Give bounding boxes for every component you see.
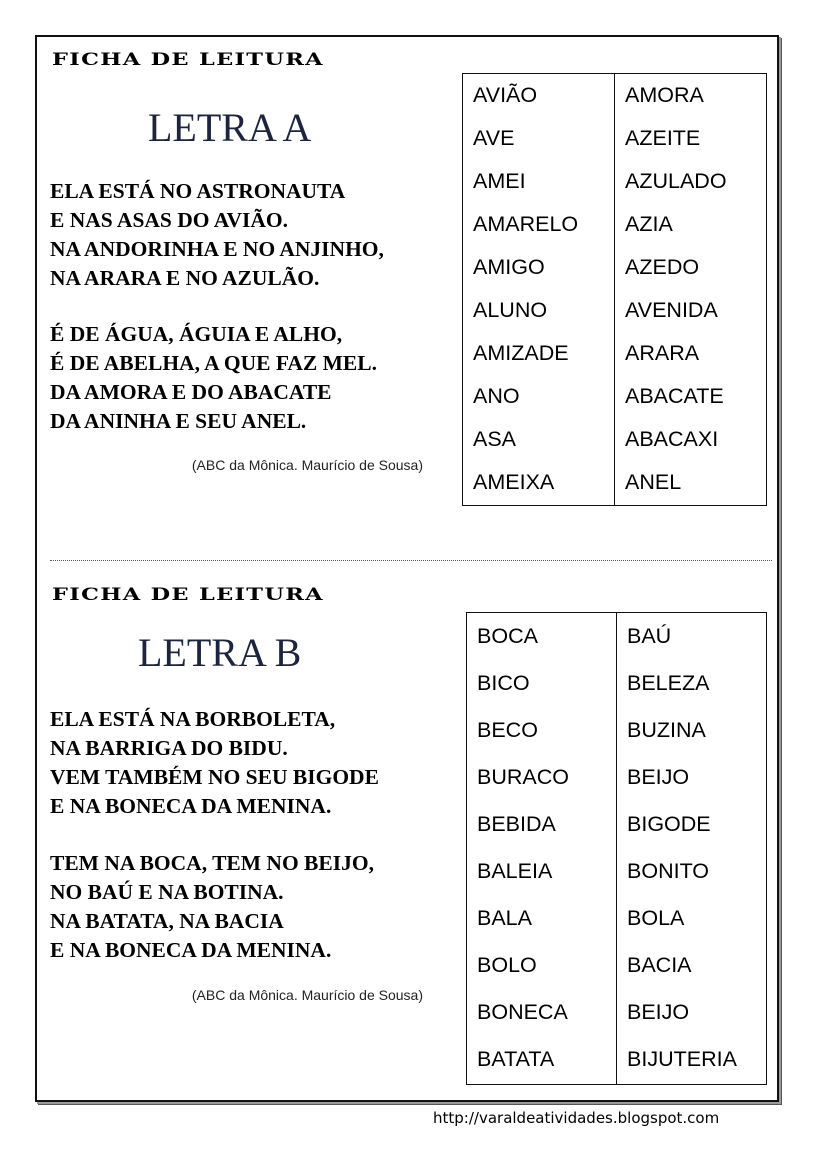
poem-line: NA BATATA, NA BACIA: [50, 909, 284, 933]
word-column-1: [467, 613, 616, 1084]
word-cell: BECO: [477, 718, 538, 742]
section-a-citation: (ABC da Mônica. Maurício de Sousa): [191, 457, 423, 473]
word-cell: BICO: [477, 671, 530, 695]
poem-line: E NA BONECA DA MENINA.: [50, 794, 332, 818]
word-cell: AZIA: [625, 212, 673, 236]
word-cell: ASA: [473, 427, 517, 451]
word-cell: BURACO: [477, 765, 569, 789]
word-cell: AMIGO: [473, 255, 545, 279]
word-column-2: [614, 74, 766, 505]
word-cell: BONITO: [627, 859, 710, 883]
word-cell: AVIÃO: [473, 83, 538, 107]
word-cell: BELEZA: [627, 671, 710, 695]
word-cell: AMORA: [625, 83, 704, 107]
word-cell: ALUNO: [473, 298, 548, 322]
section-a-stanza-2: [50, 320, 377, 436]
word-cell: AMIZADE: [473, 341, 569, 365]
poem-line: NA ARARA E NO AZULÃO.: [50, 266, 320, 290]
word-cell: BALA: [477, 906, 532, 930]
word-cell: BOCA: [477, 624, 538, 648]
poem-line: É DE ÁGUA, ÁGUIA E ALHO,: [50, 322, 343, 346]
word-cell: AZEITE: [625, 126, 701, 150]
word-cell: AMEIXA: [473, 470, 555, 494]
dotted-cut-line: [50, 560, 772, 561]
word-cell: ABACATE: [625, 384, 724, 408]
poem-line: ELA ESTÁ NA BORBOLETA,: [50, 707, 336, 731]
word-cell: AZULADO: [625, 169, 727, 193]
footer-url[interactable]: http://varaldeatividades.blogspot.com: [433, 1109, 720, 1127]
section-a-stanza-1: [50, 177, 384, 293]
section-b-letter-title: LETRA B: [138, 630, 302, 675]
poem-line: DA ANINHA E SEU ANEL.: [50, 409, 307, 433]
poem-line: NO BAÚ E NA BOTINA.: [50, 880, 284, 904]
word-cell: BEIJO: [627, 765, 690, 789]
poem-line: NA BARRIGA DO BIDU.: [50, 736, 288, 760]
word-cell: ANO: [473, 384, 520, 408]
word-cell: ABACAXI: [625, 427, 719, 451]
poem-line: TEM NA BOCA, TEM NO BEIJO,: [50, 851, 374, 875]
section-b-heading: FICHA DE LEITURA: [52, 585, 324, 605]
word-cell: ARARA: [625, 341, 700, 365]
word-cell: AVENIDA: [625, 298, 718, 322]
poem-line: DA AMORA E DO ABACATE: [50, 380, 332, 404]
word-cell: BUZINA: [627, 718, 706, 742]
word-cell: BALEIA: [477, 859, 553, 883]
word-cell: BOLA: [627, 906, 685, 930]
section-b-stanza-1: [50, 705, 379, 821]
word-cell: AMARELO: [473, 212, 579, 236]
poem-line: É DE ABELHA, A QUE FAZ MEL.: [50, 351, 377, 375]
poem-line: VEM TAMBÉM NO SEU BIGODE: [50, 765, 379, 789]
word-cell: BEIJO: [627, 1000, 690, 1024]
word-cell: AZEDO: [625, 255, 700, 279]
word-cell: BACIA: [627, 953, 692, 977]
word-cell: BATATA: [477, 1047, 555, 1071]
word-cell: AMEI: [473, 169, 526, 193]
word-cell: BOLO: [477, 953, 537, 977]
word-cell: BIJUTERIA: [627, 1047, 737, 1071]
section-a-word-table: [462, 73, 767, 506]
word-cell: ANEL: [625, 470, 682, 494]
word-cell: BEBIDA: [477, 812, 556, 836]
section-b-stanza-2: [50, 849, 374, 965]
section-a-heading: FICHA DE LEITURA: [52, 50, 324, 70]
poem-line: E NAS ASAS DO AVIÃO.: [50, 208, 288, 232]
poem-line: ELA ESTÁ NO ASTRONAUTA: [50, 179, 346, 203]
word-column-1: [463, 74, 614, 505]
word-cell: BAÚ: [627, 624, 672, 648]
word-cell: AVE: [473, 126, 515, 150]
section-b-word-table: [466, 612, 767, 1085]
poem-line: E NA BONECA DA MENINA.: [50, 938, 332, 962]
poem-line: NA ANDORINHA E NO ANJINHO,: [50, 237, 384, 261]
section-b-citation: (ABC da Mônica. Maurício de Sousa): [191, 987, 423, 1003]
section-a-letter-title: LETRA A: [148, 105, 312, 150]
word-cell: BONECA: [477, 1000, 568, 1024]
word-column-2: [616, 613, 766, 1084]
word-cell: BIGODE: [627, 812, 711, 836]
